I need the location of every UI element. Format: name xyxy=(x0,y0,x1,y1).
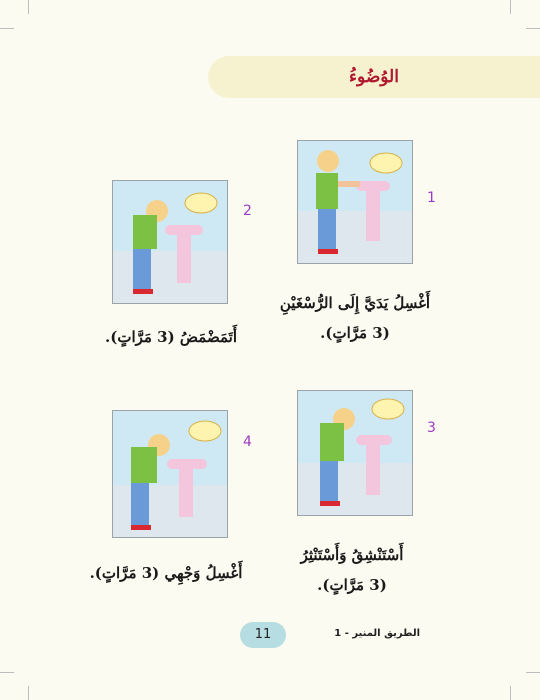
step-3-caption xyxy=(272,540,432,600)
step-2-caption-line1: أَتَمَضْمَضُ (3 مَرَّاتٍ). xyxy=(105,328,237,346)
step-1-caption-line2: (3 مَرَّاتٍ). xyxy=(320,324,390,342)
step-4-number: 4 xyxy=(243,434,252,450)
step-2-number: 2 xyxy=(243,203,252,219)
step-1-caption-line1: أَغْسِلُ يَدَيَّ إِلَى الرُّسْغَيْنِ xyxy=(279,294,431,312)
step-2-caption xyxy=(96,322,246,352)
step-4-caption xyxy=(76,558,256,588)
page-title: الوُضُوءُ xyxy=(349,67,399,87)
book-title: الطريق المنير - 1 xyxy=(334,628,420,639)
step-2-illustration xyxy=(112,180,228,304)
step-1-number: 1 xyxy=(427,190,436,206)
step-4-illustration xyxy=(112,410,228,538)
step-3-number: 3 xyxy=(427,420,436,436)
step-3-caption-line2: (3 مَرَّاتٍ). xyxy=(317,576,387,594)
step-3-caption-line1: أَسْتَنْشِقُ وَأَسْتَنْثِرُ xyxy=(300,546,404,564)
step-1-caption xyxy=(270,288,440,348)
page-number: 11 xyxy=(240,622,286,648)
step-1-illustration xyxy=(297,140,413,264)
step-4-caption-line1: أَغْسِلُ وَجْهِي (3 مَرَّاتٍ). xyxy=(89,564,243,582)
step-3-illustration xyxy=(297,390,413,516)
